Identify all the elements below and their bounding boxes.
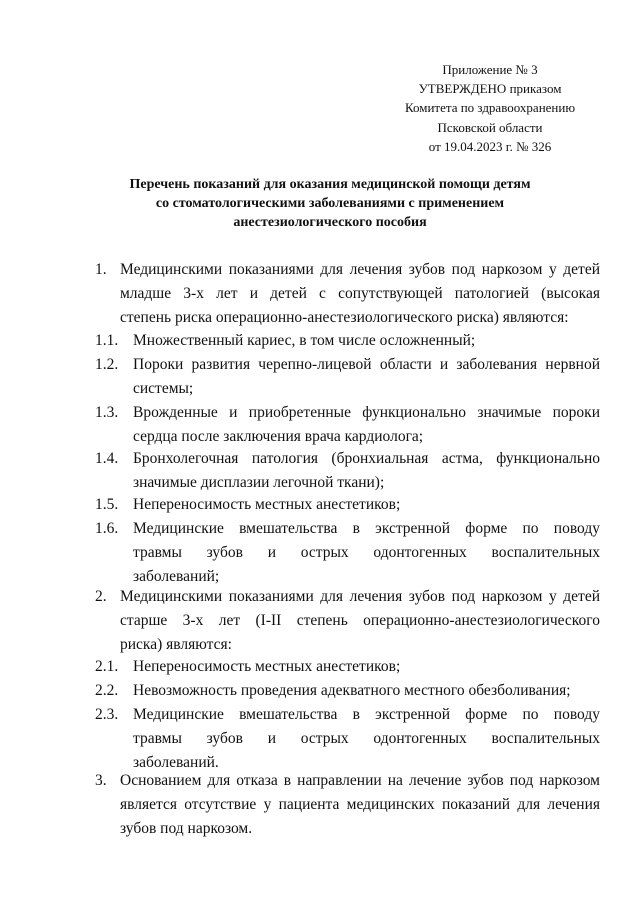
- item-text-line: Невозможность проведения адекватного местного обезболивания;: [133, 682, 571, 699]
- item-text-line: Медицинские вмешательства в экстренной форме по поводу: [133, 706, 600, 723]
- item-text-line: травмы зубов и острых одонтогенных воспалительных: [133, 544, 600, 561]
- title-line: анестезиологического пособия: [233, 215, 427, 230]
- item-text-line: Непереносимость местных анестетиков;: [133, 496, 401, 513]
- item-text-line: травмы зубов и острых одонтогенных воспалительных: [133, 730, 600, 747]
- item-number: 1.: [95, 261, 107, 278]
- item-number: 1.4.: [95, 450, 119, 467]
- item-text-line: Врожденные и приобретенные функционально значимые пороки: [133, 404, 600, 421]
- item-text-line: Основанием для отказа в направлении на лечение зубов под наркозом: [120, 772, 600, 789]
- item-number: 3.: [95, 772, 107, 789]
- item-number: 2.: [95, 588, 107, 605]
- approved-label: УТВЕРЖДЕНО приказом: [418, 81, 562, 97]
- item-text-line: зубов под наркозом.: [120, 820, 253, 837]
- item-text-line: риска) являются:: [120, 636, 232, 653]
- item-text-line: Непереносимость местных анестетиков;: [133, 658, 401, 675]
- order-date-label: от 19.04.2023 г. № 326: [428, 138, 552, 154]
- item-text-line: сердца после заключения врача кардиолога;: [133, 428, 424, 445]
- region-label: Псковской области: [437, 119, 543, 135]
- item-text-line: младше 3-х лет и детей с сопутствующей патологией (высокая: [120, 285, 600, 302]
- item-number: 1.5.: [95, 496, 119, 513]
- item-text-line: значимые дисплазии легочной ткани);: [133, 474, 385, 491]
- item-text-line: является отсутствие у пациента медицинских показаний для лечения: [120, 796, 600, 813]
- item-text-line: Бронхолегочная патология (бронхиальная астма, функционально: [133, 450, 600, 467]
- item-text-line: степень риска операционно-анестезиологического риска) являются:: [120, 309, 569, 326]
- item-text-line: Пороки развития черепно-лицевой области и заболевания нервной: [133, 356, 600, 373]
- item-number: 1.2.: [95, 356, 119, 373]
- item-number: 2.3.: [95, 706, 119, 723]
- item-number: 2.1.: [95, 658, 119, 675]
- committee-label: Комитета по здравоохранению: [404, 100, 576, 116]
- item-number: 2.2.: [95, 682, 119, 699]
- title-line: со стоматологическими заболеваниями с применением: [155, 196, 505, 211]
- item-text-line: системы;: [133, 380, 194, 397]
- item-text-line: Множественный кариес, в том числе осложненный;: [133, 332, 476, 349]
- appendix-label: Приложение № 3: [442, 62, 538, 77]
- title-line: Перечень показаний для оказания медицинской помощи детям: [129, 177, 531, 192]
- item-number: 1.1.: [95, 332, 119, 349]
- item-text-line: Медицинские вмешательства в экстренной форме по поводу: [133, 520, 600, 537]
- item-text-line: Медицинскими показаниями для лечения зубов под наркозом у детей: [120, 261, 600, 278]
- item-text-line: Медицинскими показаниями для лечения зубов под наркозом у детей: [120, 588, 600, 605]
- item-number: 1.3.: [95, 404, 119, 421]
- item-number: 1.6.: [95, 520, 119, 537]
- item-text-line: заболеваний.: [133, 754, 219, 771]
- item-text-line: старше 3-х лет (I-II степень операционно-анестезиологического: [120, 612, 600, 629]
- item-text-line: заболеваний;: [133, 568, 220, 585]
